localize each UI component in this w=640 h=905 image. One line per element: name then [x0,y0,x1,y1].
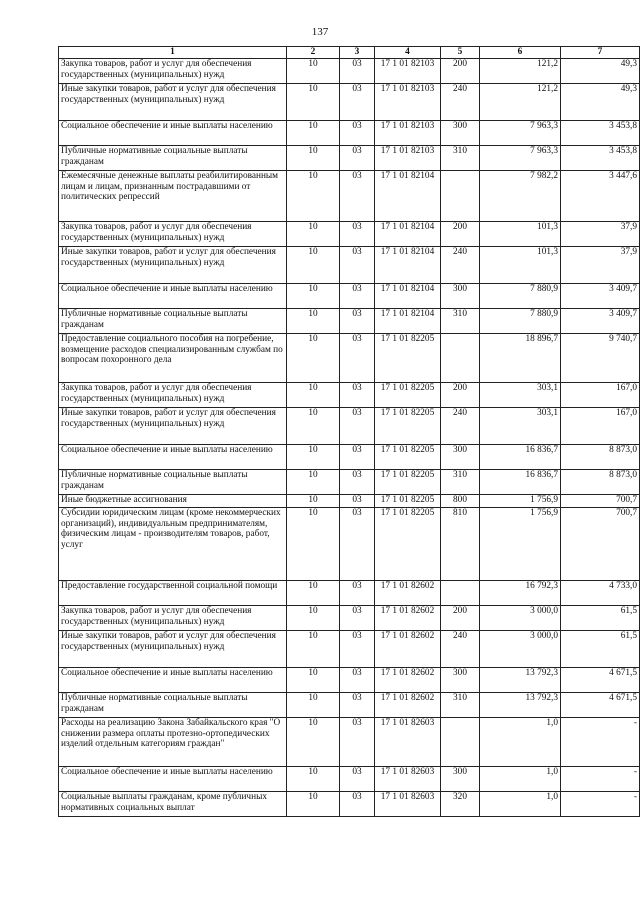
row-section: 10 [287,146,340,171]
row-target-code: 17 1 01 82603 [375,767,441,792]
row-value-1: 16 792,3 [480,581,561,606]
row-value-1: 7 982,2 [480,171,561,222]
row-subsection: 03 [340,334,375,383]
row-value-2: 700,7 [561,495,640,508]
row-name: Социальное обеспечение и иные выплаты населению [59,668,287,693]
row-expense-type: 200 [441,59,480,84]
row-name: Социальное обеспечение и иные выплаты населению [59,121,287,146]
row-expense-type: 310 [441,470,480,495]
table-row [59,146,640,171]
row-section: 10 [287,84,340,121]
row-value-2: 4 733,0 [561,581,640,606]
row-value-1: 7 880,9 [480,284,561,309]
row-subsection: 03 [340,581,375,606]
row-subsection: 03 [340,171,375,222]
row-target-code: 17 1 01 82103 [375,84,441,121]
row-expense-type: 810 [441,508,480,581]
row-expense-type [441,171,480,222]
row-value-2: 49,3 [561,84,640,121]
row-subsection: 03 [340,146,375,171]
row-name: Предоставление государственной социальной помощи [59,581,287,606]
row-section: 10 [287,767,340,792]
row-section: 10 [287,222,340,247]
row-expense-type [441,718,480,767]
row-section: 10 [287,59,340,84]
row-value-1: 1,0 [480,767,561,792]
table-row [59,631,640,668]
row-value-1: 101,3 [480,222,561,247]
row-section: 10 [287,334,340,383]
row-subsection: 03 [340,495,375,508]
row-value-2: 4 671,5 [561,668,640,693]
table-row [59,606,640,631]
row-value-2: 37,9 [561,247,640,284]
row-subsection: 03 [340,792,375,817]
table-row [59,383,640,408]
row-section: 10 [287,792,340,817]
row-section: 10 [287,445,340,470]
row-name: Публичные нормативные социальные выплаты гражданам [59,693,287,718]
row-target-code: 17 1 01 82603 [375,792,441,817]
row-section: 10 [287,606,340,631]
row-value-2: - [561,767,640,792]
row-expense-type: 300 [441,668,480,693]
row-value-2: 3 409,7 [561,284,640,309]
row-section: 10 [287,247,340,284]
table-row [59,121,640,146]
row-subsection: 03 [340,693,375,718]
column-header: 4 [375,47,441,59]
row-section: 10 [287,408,340,445]
row-name: Публичные нормативные социальные выплаты гражданам [59,146,287,171]
row-value-1: 3 000,0 [480,631,561,668]
row-value-2: 61,5 [561,631,640,668]
row-value-1: 16 836,7 [480,445,561,470]
row-value-1: 1,0 [480,792,561,817]
row-section: 10 [287,121,340,146]
row-section: 10 [287,470,340,495]
row-subsection: 03 [340,718,375,767]
row-subsection: 03 [340,668,375,693]
row-subsection: 03 [340,284,375,309]
row-name: Иные закупки товаров, работ и услуг для обеспечения государственных (муниципальных) нужд [59,408,287,445]
row-section: 10 [287,284,340,309]
table-row [59,495,640,508]
row-value-2: - [561,792,640,817]
row-subsection: 03 [340,606,375,631]
row-expense-type [441,334,480,383]
row-target-code: 17 1 01 82104 [375,171,441,222]
row-target-code: 17 1 01 82104 [375,309,441,334]
row-expense-type: 200 [441,222,480,247]
row-expense-type: 300 [441,284,480,309]
row-target-code: 17 1 01 82205 [375,383,441,408]
row-expense-type: 200 [441,606,480,631]
row-value-2: 3 409,7 [561,309,640,334]
row-target-code: 17 1 01 82104 [375,284,441,309]
row-value-2: 8 873,0 [561,470,640,495]
row-expense-type: 320 [441,792,480,817]
column-header: 5 [441,47,480,59]
row-value-1: 121,2 [480,84,561,121]
row-name: Ежемесячные денежные выплаты реабилитированным лицам и лицам, признанным пострадавшими от политических репрессий [59,171,287,222]
row-value-2: 4 671,5 [561,693,640,718]
row-section: 10 [287,668,340,693]
row-name: Публичные нормативные социальные выплаты гражданам [59,309,287,334]
row-value-1: 13 792,3 [480,693,561,718]
row-value-2: 3 453,8 [561,146,640,171]
row-subsection: 03 [340,508,375,581]
column-header: 3 [340,47,375,59]
row-target-code: 17 1 01 82205 [375,470,441,495]
row-value-2: 167,0 [561,408,640,445]
row-section: 10 [287,581,340,606]
row-target-code: 17 1 01 82205 [375,508,441,581]
row-expense-type: 300 [441,121,480,146]
table-row [59,284,640,309]
row-value-1: 303,1 [480,383,561,408]
table-row [59,581,640,606]
row-value-1: 18 896,7 [480,334,561,383]
row-section: 10 [287,718,340,767]
row-target-code: 17 1 01 82103 [375,146,441,171]
row-name: Иные закупки товаров, работ и услуг для обеспечения государственных (муниципальных) нужд [59,247,287,284]
page-number: 137 [311,26,329,38]
row-target-code: 17 1 01 82602 [375,581,441,606]
row-name: Социальное обеспечение и иные выплаты населению [59,767,287,792]
table-row [59,693,640,718]
row-subsection: 03 [340,383,375,408]
budget-table [58,46,640,817]
row-target-code: 17 1 01 82603 [375,718,441,767]
row-value-1: 13 792,3 [480,668,561,693]
row-name: Иные закупки товаров, работ и услуг для обеспечения государственных (муниципальных) нужд [59,84,287,121]
row-subsection: 03 [340,445,375,470]
table-row [59,767,640,792]
row-value-2: 49,3 [561,59,640,84]
row-section: 10 [287,309,340,334]
row-target-code: 17 1 01 82602 [375,606,441,631]
row-value-2: 3 447,6 [561,171,640,222]
row-expense-type: 240 [441,84,480,121]
table-row [59,470,640,495]
row-target-code: 17 1 01 82205 [375,445,441,470]
row-expense-type [441,581,480,606]
row-subsection: 03 [340,222,375,247]
row-subsection: 03 [340,84,375,121]
row-value-1: 7 963,3 [480,146,561,171]
row-value-1: 121,2 [480,59,561,84]
table-row [59,171,640,222]
row-section: 10 [287,693,340,718]
row-name: Социальное обеспечение и иные выплаты населению [59,284,287,309]
column-header: 7 [561,47,640,59]
row-value-2: 700,7 [561,508,640,581]
row-subsection: 03 [340,309,375,334]
row-expense-type: 240 [441,408,480,445]
row-target-code: 17 1 01 82602 [375,668,441,693]
table-row [59,668,640,693]
row-name: Публичные нормативные социальные выплаты гражданам [59,470,287,495]
row-subsection: 03 [340,59,375,84]
table-row [59,309,640,334]
row-name: Социальное обеспечение и иные выплаты населению [59,445,287,470]
row-subsection: 03 [340,767,375,792]
row-expense-type: 310 [441,309,480,334]
row-subsection: 03 [340,631,375,668]
row-value-1: 1 756,9 [480,508,561,581]
row-value-2: 3 453,8 [561,121,640,146]
row-subsection: 03 [340,247,375,284]
row-target-code: 17 1 01 82602 [375,693,441,718]
table-row [59,222,640,247]
row-name: Расходы на реализацию Закона Забайкальского края "О снижении размера оплаты протезно-ортопедических изделий отдельным категориям граждан" [59,718,287,767]
row-value-2: 37,9 [561,222,640,247]
row-name: Закупка товаров, работ и услуг для обеспечения государственных (муниципальных) нужд [59,222,287,247]
row-name: Социальные выплаты гражданам, кроме публичных нормативных социальных выплат [59,792,287,817]
row-value-1: 7 880,9 [480,309,561,334]
row-section: 10 [287,508,340,581]
table-row [59,718,640,767]
table-row [59,408,640,445]
row-value-1: 16 836,7 [480,470,561,495]
row-value-1: 7 963,3 [480,121,561,146]
row-name: Иные закупки товаров, работ и услуг для обеспечения государственных (муниципальных) нужд [59,631,287,668]
row-expense-type: 310 [441,146,480,171]
row-name: Закупка товаров, работ и услуг для обеспечения государственных (муниципальных) нужд [59,59,287,84]
row-value-1: 303,1 [480,408,561,445]
table-row [59,247,640,284]
row-target-code: 17 1 01 82205 [375,495,441,508]
column-header: 1 [59,47,287,59]
row-target-code: 17 1 01 82205 [375,408,441,445]
row-value-1: 1 756,9 [480,495,561,508]
row-subsection: 03 [340,470,375,495]
row-subsection: 03 [340,408,375,445]
row-value-2: 167,0 [561,383,640,408]
row-value-2: 8 873,0 [561,445,640,470]
row-name: Иные бюджетные ассигнования [59,495,287,508]
row-name: Субсидии юридическим лицам (кроме некоммерческих организаций), индивидуальным предпринимателям, физическим лицам - производителям товаров, работ, услуг [59,508,287,581]
row-expense-type: 240 [441,247,480,284]
row-value-1: 1,0 [480,718,561,767]
table-row [59,59,640,84]
header-row [59,47,640,59]
table-row [59,84,640,121]
row-name: Закупка товаров, работ и услуг для обеспечения государственных (муниципальных) нужд [59,606,287,631]
table-row [59,334,640,383]
table-row [59,445,640,470]
row-target-code: 17 1 01 82602 [375,631,441,668]
row-expense-type: 800 [441,495,480,508]
table-row [59,508,640,581]
row-name: Предоставление социального пособия на погребение, возмещение расходов специализированным службам по вопросам похоронного дела [59,334,287,383]
row-section: 10 [287,383,340,408]
column-header: 2 [287,47,340,59]
row-section: 10 [287,495,340,508]
row-section: 10 [287,631,340,668]
row-target-code: 17 1 01 82104 [375,222,441,247]
row-name: Закупка товаров, работ и услуг для обеспечения государственных (муниципальных) нужд [59,383,287,408]
row-target-code: 17 1 01 82103 [375,59,441,84]
table-body [59,59,640,817]
table-row [59,792,640,817]
row-value-2: 9 740,7 [561,334,640,383]
row-expense-type: 310 [441,693,480,718]
row-expense-type: 240 [441,631,480,668]
row-value-1: 101,3 [480,247,561,284]
row-expense-type: 300 [441,767,480,792]
row-subsection: 03 [340,121,375,146]
row-value-1: 3 000,0 [480,606,561,631]
row-target-code: 17 1 01 82103 [375,121,441,146]
row-expense-type: 300 [441,445,480,470]
row-target-code: 17 1 01 82205 [375,334,441,383]
row-expense-type: 200 [441,383,480,408]
row-target-code: 17 1 01 82104 [375,247,441,284]
row-section: 10 [287,171,340,222]
column-header: 6 [480,47,561,59]
row-value-2: - [561,718,640,767]
row-value-2: 61,5 [561,606,640,631]
